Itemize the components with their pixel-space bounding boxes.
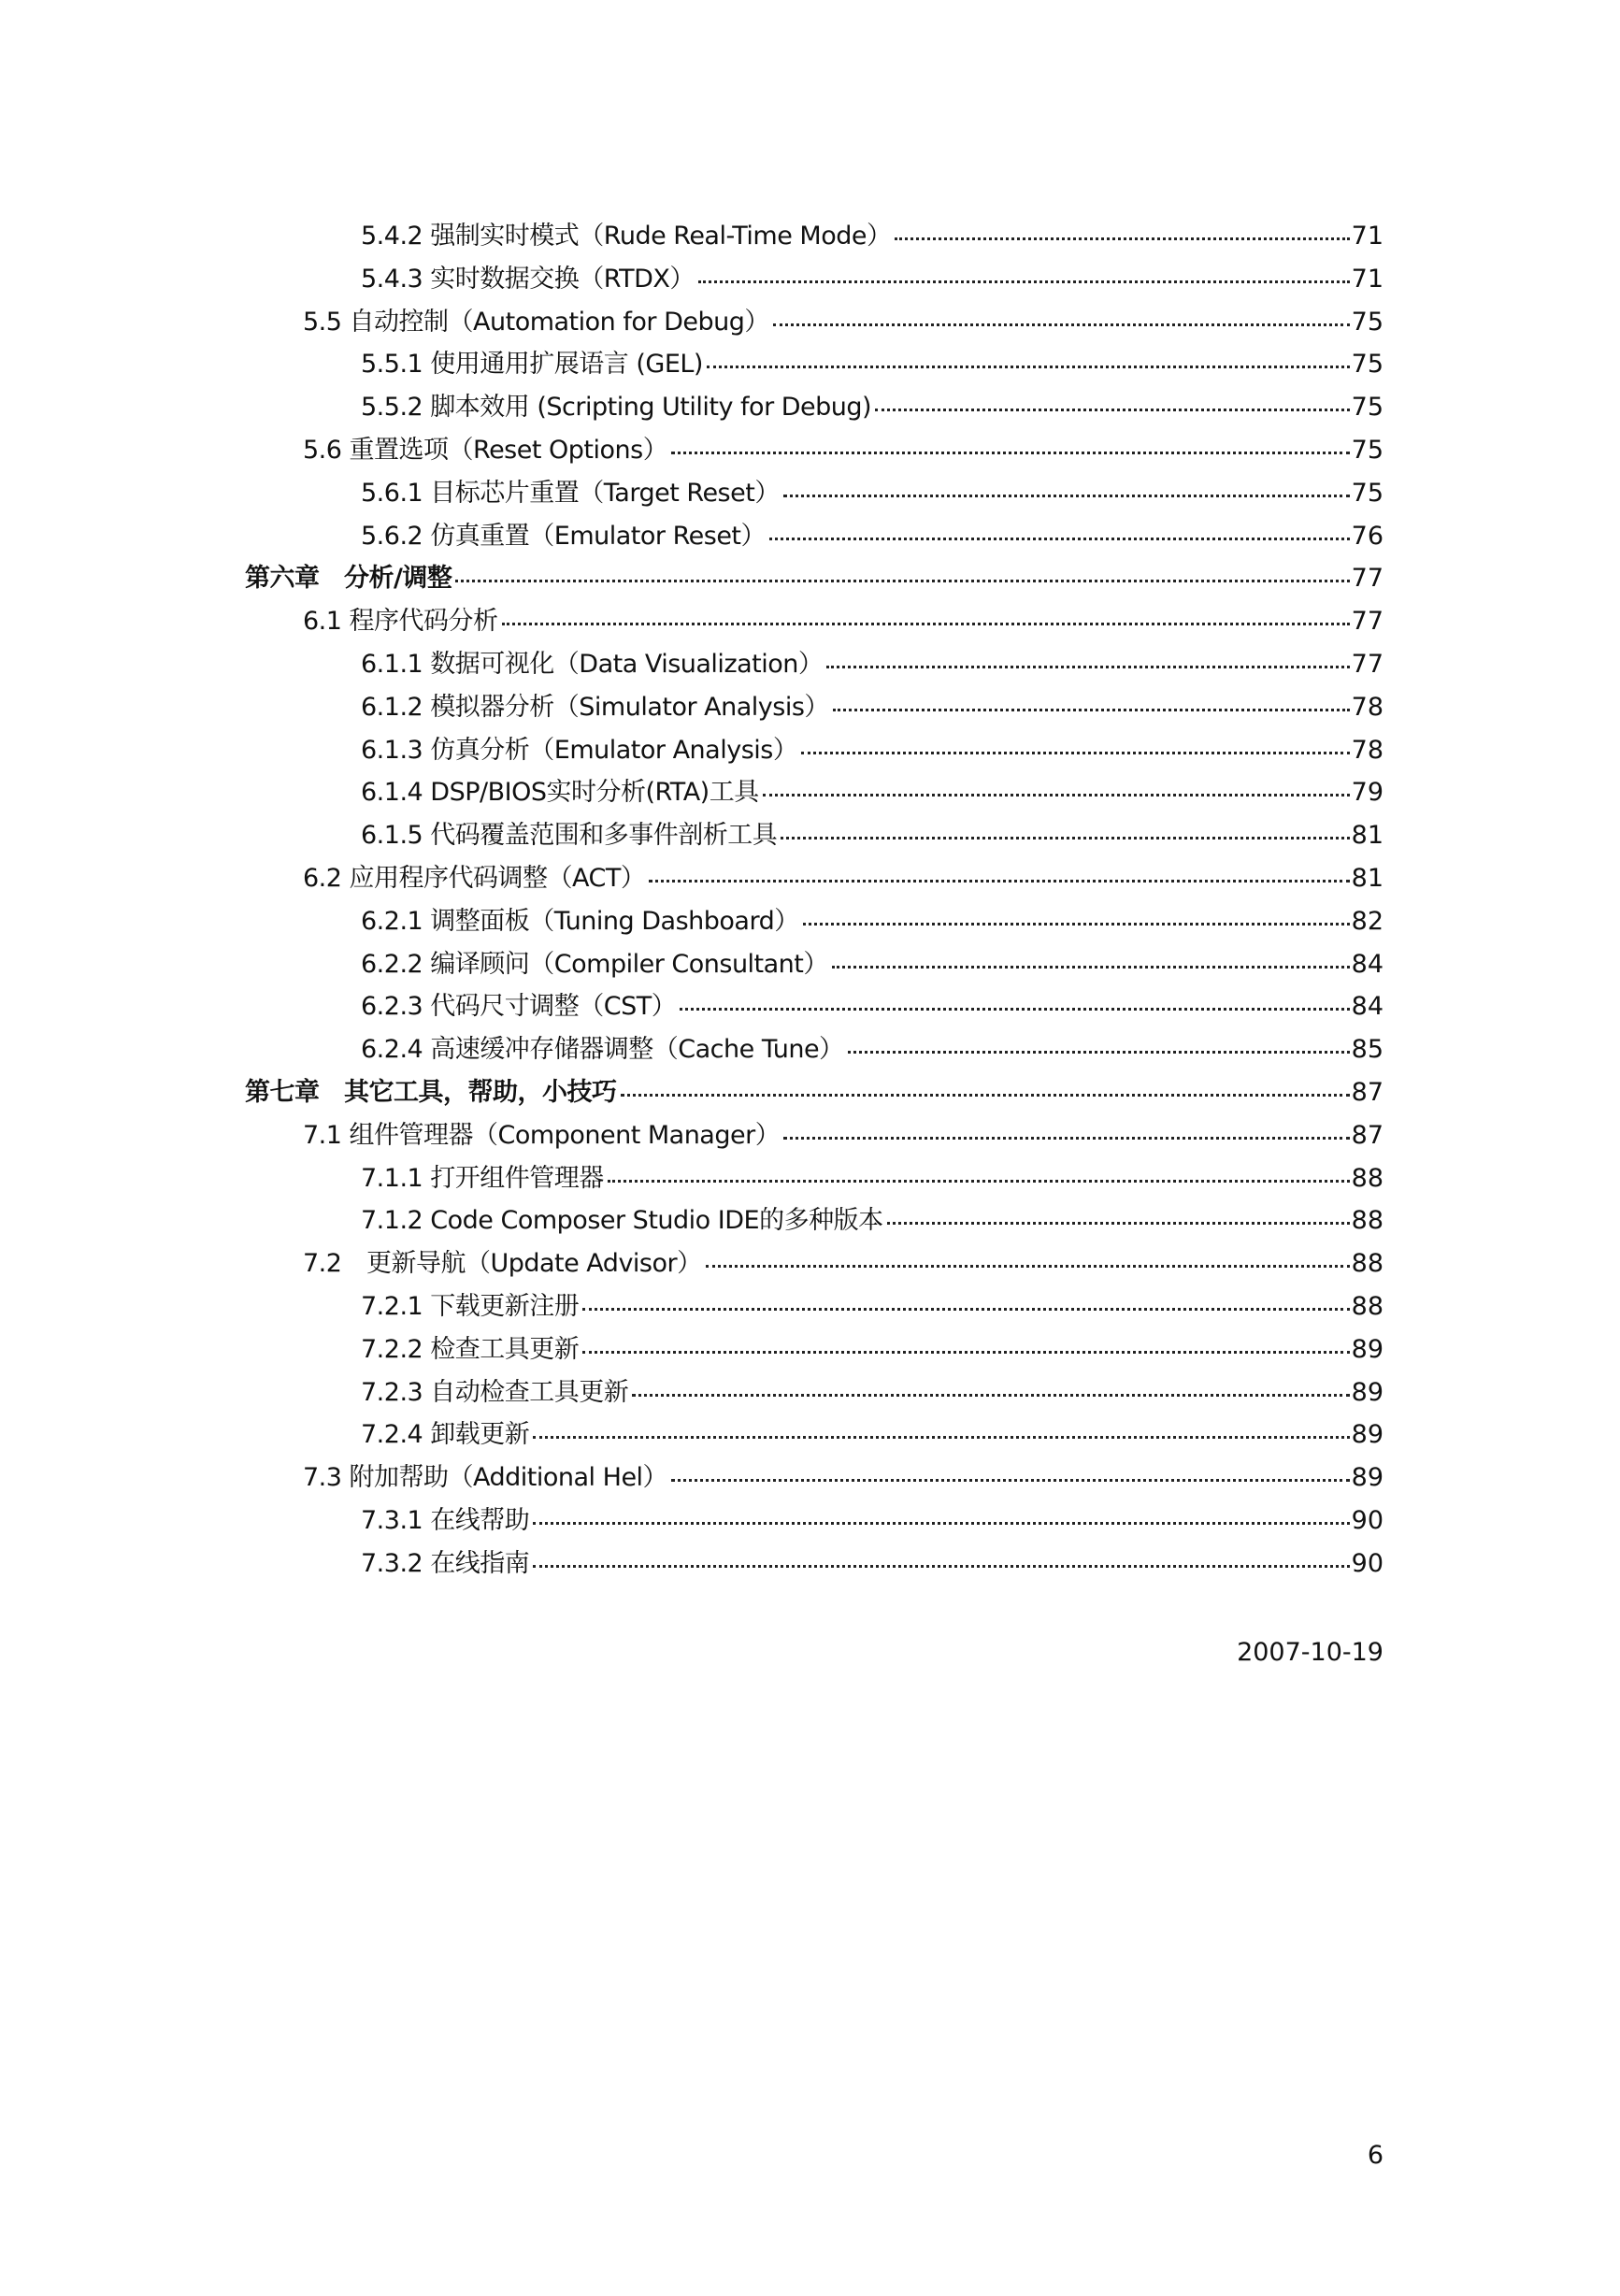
toc-entry-title: 7.1 组件管理器（Component Manager）	[303, 1120, 781, 1150]
toc-entry-title: 6.2 应用程序代码调整（ACT）	[303, 863, 646, 893]
toc-entry[interactable]	[245, 386, 1383, 429]
toc-dot-leader	[680, 1008, 1349, 1011]
toc-entry-title: 5.4.2 强制实时模式（Rude Real-Time Mode）	[361, 222, 892, 251]
toc-entry-page: 84	[1351, 949, 1383, 979]
toc-entry-title: 5.4.3 实时数据交换（RTDX）	[361, 264, 695, 294]
toc-entry-page: 89	[1351, 1334, 1383, 1364]
toc-entry-title: 6.1.5 代码覆盖范围和多事件剖析工具	[361, 821, 778, 851]
toc-entry-page: 78	[1351, 692, 1383, 722]
toc-entry-page: 75	[1351, 393, 1383, 423]
toc-entry-page: 77	[1351, 607, 1383, 637]
toc-dot-leader	[455, 580, 1349, 582]
toc-entry-page: 84	[1351, 992, 1383, 1022]
toc-entry-page: 87	[1351, 1077, 1383, 1107]
toc-entry-title: 6.1.3 仿真分析（Emulator Analysis）	[361, 735, 798, 765]
toc-entry-page: 82	[1351, 906, 1383, 936]
toc-entry-title: 6.1 程序代码分析	[303, 607, 498, 637]
toc-entry[interactable]	[245, 1457, 1383, 1500]
toc-entry[interactable]	[245, 515, 1383, 558]
toc-entry-title: 5.6.1 目标芯片重置（Target Reset）	[361, 478, 780, 508]
toc-entry-page: 76	[1351, 521, 1383, 551]
toc-entry[interactable]	[245, 258, 1383, 301]
toc-entry[interactable]	[245, 1199, 1383, 1242]
toc-entry-page: 79	[1351, 778, 1383, 808]
toc-entry[interactable]	[245, 900, 1383, 943]
toc-entry[interactable]	[245, 1285, 1383, 1328]
toc-entry-page: 89	[1351, 1377, 1383, 1407]
toc-dot-leader	[833, 709, 1350, 711]
toc-entry-page: 90	[1351, 1548, 1383, 1578]
toc-entry-page: 81	[1351, 863, 1383, 893]
toc-entry-title: 7.1.1 打开组件管理器	[361, 1163, 604, 1193]
toc-dot-leader	[632, 1394, 1349, 1397]
toc-entry-title: 第七章 其它工具，帮助，小技巧	[245, 1077, 617, 1107]
toc-entry-title: 7.2 更新导航（Update Advisor）	[303, 1249, 702, 1279]
toc-entry-title: 7.1.2 Code Composer Studio IDE的多种版本	[361, 1206, 883, 1236]
toc-entry-title: 5.5.2 脚本效用 (Scripting Utility for Debug)	[361, 393, 872, 423]
toc-dot-leader	[832, 966, 1350, 969]
toc-entry[interactable]	[245, 771, 1383, 814]
toc-entry[interactable]	[245, 600, 1383, 643]
toc-dot-leader	[781, 837, 1349, 839]
toc-dot-leader	[763, 794, 1350, 796]
toc-dot-leader	[887, 1222, 1350, 1225]
toc-entry-title: 6.1.2 模拟器分析（Simulator Analysis）	[361, 692, 829, 722]
toc-dot-leader	[783, 495, 1350, 497]
toc-entry-title: 7.3.2 在线指南	[361, 1548, 530, 1578]
toc-dot-leader	[773, 323, 1350, 326]
toc-dot-leader	[533, 1436, 1349, 1439]
toc-entry-page: 81	[1351, 821, 1383, 851]
table-of-contents	[245, 215, 1383, 1586]
toc-entry-title: 6.2.4 高速缓冲存储器调整（Cache Tune）	[361, 1035, 844, 1065]
toc-entry-title: 7.2.2 检查工具更新	[361, 1334, 580, 1364]
toc-entry[interactable]	[245, 1543, 1383, 1586]
toc-dot-leader	[608, 1180, 1350, 1183]
toc-entry-title: 7.2.3 自动检查工具更新	[361, 1377, 629, 1407]
toc-entry-title: 6.1.4 DSP/BIOS实时分析(RTA)工具	[361, 778, 759, 808]
toc-entry-title: 5.6.2 仿真重置（Emulator Reset）	[361, 521, 767, 551]
toc-entry-page: 77	[1351, 649, 1383, 679]
toc-entry-title: 6.2.1 调整面板（Tuning Dashboard）	[361, 906, 799, 936]
toc-dot-leader	[649, 880, 1349, 883]
toc-entry[interactable]	[245, 472, 1383, 515]
toc-dot-leader	[502, 623, 1350, 625]
toc-dot-leader	[848, 1051, 1350, 1054]
toc-chapter-entry[interactable]	[245, 1071, 1383, 1114]
toc-entry[interactable]	[245, 1371, 1383, 1414]
toc-entry[interactable]	[245, 814, 1383, 857]
page-number: 6	[1367, 2141, 1383, 2170]
toc-entry-title: 5.5.1 使用通用扩展语言 (GEL)	[361, 350, 703, 380]
toc-entry-page: 78	[1351, 735, 1383, 765]
toc-dot-leader	[582, 1351, 1349, 1354]
toc-dot-leader	[671, 1479, 1350, 1482]
toc-entry-title: 5.6 重置选项（Reset Options）	[303, 435, 668, 465]
toc-entry-page: 75	[1351, 435, 1383, 465]
toc-entry[interactable]	[245, 343, 1383, 386]
toc-entry-page: 88	[1351, 1291, 1383, 1321]
toc-entry[interactable]	[245, 1413, 1383, 1457]
toc-dot-leader	[698, 280, 1350, 283]
toc-entry-page: 88	[1351, 1206, 1383, 1236]
toc-entry-page: 90	[1351, 1505, 1383, 1535]
toc-entry-page: 75	[1351, 307, 1383, 337]
toc-entry-title: 5.5 自动控制（Automation for Debug）	[303, 307, 769, 337]
toc-dot-leader	[621, 1094, 1350, 1097]
toc-entry[interactable]	[245, 301, 1383, 344]
toc-entry[interactable]	[245, 1242, 1383, 1285]
toc-entry-page: 71	[1351, 222, 1383, 251]
toc-entry[interactable]	[245, 643, 1383, 686]
toc-entry[interactable]	[245, 1157, 1383, 1200]
toc-entry-page: 75	[1351, 350, 1383, 380]
toc-entry[interactable]	[245, 1028, 1383, 1071]
toc-entry[interactable]	[245, 857, 1383, 900]
toc-entry-title: 第六章 分析/调整	[245, 564, 452, 594]
toc-dot-leader	[783, 1137, 1349, 1140]
toc-entry-title: 6.1.1 数据可视化（Data Visualization）	[361, 649, 824, 679]
toc-dot-leader	[582, 1308, 1349, 1311]
toc-entry-page: 89	[1351, 1463, 1383, 1493]
toc-entry-page: 89	[1351, 1420, 1383, 1450]
toc-entry-page: 87	[1351, 1120, 1383, 1150]
toc-entry[interactable]	[245, 1114, 1383, 1157]
toc-dot-leader	[769, 538, 1350, 540]
toc-dot-leader	[533, 1565, 1349, 1568]
document-date: 2007-10-19	[1237, 1638, 1383, 1667]
toc-entry-page: 88	[1351, 1249, 1383, 1279]
toc-dot-leader	[671, 452, 1349, 454]
toc-entry-title: 6.2.2 编译顾问（Compiler Consultant）	[361, 949, 828, 979]
toc-dot-leader	[803, 923, 1350, 926]
toc-entry[interactable]	[245, 1328, 1383, 1371]
toc-chapter-entry[interactable]	[245, 557, 1383, 600]
toc-entry-title: 7.2.1 下载更新注册	[361, 1291, 580, 1321]
toc-entry-title: 7.3.1 在线帮助	[361, 1505, 530, 1535]
toc-entry[interactable]	[245, 985, 1383, 1028]
toc-entry-title: 6.2.3 代码尺寸调整（CST）	[361, 992, 677, 1022]
toc-dot-leader	[875, 409, 1350, 411]
toc-entry-page: 77	[1351, 564, 1383, 594]
toc-entry[interactable]	[245, 429, 1383, 472]
toc-entry-page: 88	[1351, 1163, 1383, 1193]
toc-dot-leader	[895, 237, 1349, 240]
toc-entry-page: 71	[1351, 264, 1383, 294]
toc-entry-page: 75	[1351, 478, 1383, 508]
toc-entry-title: 7.2.4 卸载更新	[361, 1420, 530, 1450]
toc-entry[interactable]	[245, 729, 1383, 772]
toc-dot-leader	[533, 1522, 1349, 1525]
toc-entry[interactable]	[245, 215, 1383, 258]
toc-dot-leader	[801, 752, 1349, 754]
toc-entry[interactable]	[245, 686, 1383, 729]
toc-dot-leader	[706, 1265, 1350, 1268]
toc-entry[interactable]	[245, 1500, 1383, 1543]
toc-entry[interactable]	[245, 943, 1383, 986]
toc-entry-page: 85	[1351, 1035, 1383, 1065]
toc-dot-leader	[707, 366, 1350, 368]
toc-entry-title: 7.3 附加帮助（Additional Hel）	[303, 1463, 668, 1493]
toc-dot-leader	[826, 666, 1349, 668]
